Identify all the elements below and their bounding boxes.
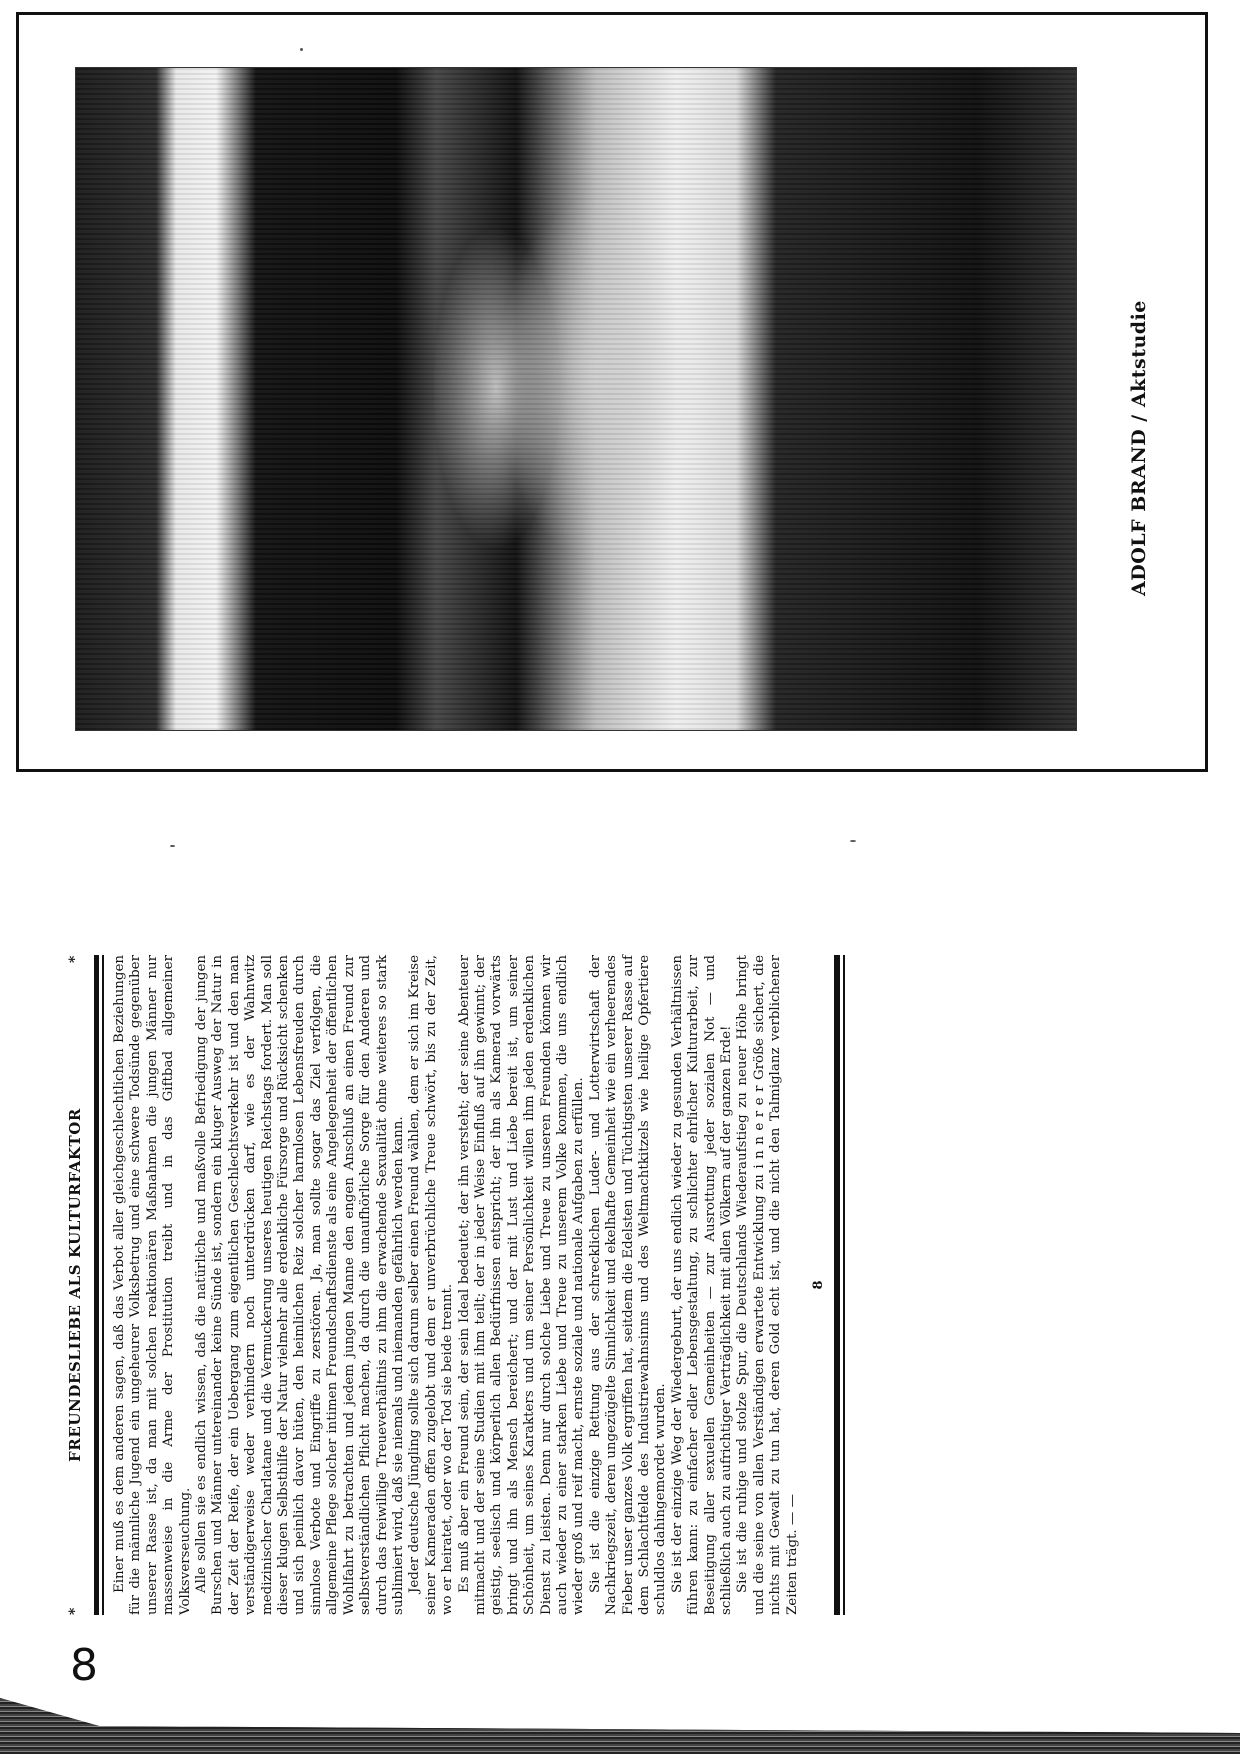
star-ornament-left: *	[67, 1607, 83, 1615]
article-body	[112, 955, 801, 1615]
paragraph: Alle sollen sie es endlich wissen, daß die natürliche und maßvolle Befriedigung der jungen Burschen und Männer untereinander keine Sünde ist, sondern ein kluger Ausweg der Natur in der Zeit der Reife, der ein Uebergang zum eigentlichen Geschlechtsverkehr ist und den man verständigerweise weder verhindern noch unterdrücken darf, wie es der Wahnwitz medizinischer Charlatane und die Vermuckerung unseres heutigen Reichstags fordert. Man soll dieser klugen Selbsthilfe der Natur vielmehr alle erdenkliche Fürsorge und Rücksicht schenken und sich peinlich davor hüten, den heimlichen Reiz solcher harmlosen Lebensfreuden durch sinnlose Verbote und Eingriffe zu zerstören. Ja, man sollte sogar das Ziel verfolgen, die allgemeine Pflege solcher intimen Freundschaftsdienste als eine Angelegenheit der öffentlichen Wohlfahrt zu betrachten und jedem jungen Manne den engen Anschluß an einen Freund zur selbstverständlichen Pflicht machen, da durch die unaufhörliche Sorge für den Anderen und durch das freiwillige Treueverhältnis zu ihm die erwachende Sexualität ohne weiteres so stark sublimiert wird, daß sie niemals und niemanden gefährlich werden kann.	[194, 955, 406, 1615]
scan-speck	[850, 840, 856, 842]
header-rule-thin	[102, 955, 104, 1615]
article	[60, 955, 845, 1615]
scan-speck	[300, 48, 303, 51]
header-rule-thick	[94, 955, 99, 1615]
paragraph: Es muß aber ein Freund sein, der sein Ideal bedeutet; der ihn versteht; der seine Abenteuer mitmacht und der seine Studien mit ihm teilt; der in jeder Weise Einfluß auf ihn gewinnt; der geistig, seelisch und körperlich allen Bedürfnissen entspricht; der ihn als Kamerad vorwärts bringt und ihn als Mensch bereichert; und der mit Lust und Liebe bereit ist, um seiner Schönheit, um seines Karakters und um seiner Persönlichkeit willen ihm jeden erdenklichen Dienst zu leisten. Denn nur durch solche Liebe und Treue zu unseren Freunden können wir auch wieder zu einer starken Liebe und Treue zu unserem Volke kommen, die uns endlich wieder groß und reif macht, ernste soziale und nationale Aufgaben zu erfüllen.	[456, 955, 587, 1615]
photo-caption: ADOLF BRAND / Aktstudie	[1128, 300, 1150, 596]
article-header	[60, 955, 90, 1615]
footer-rule-thick	[834, 955, 840, 1615]
footer-rule-thin	[843, 955, 845, 1615]
star-ornament-right: *	[67, 955, 83, 963]
paragraph: Jeder deutsche Jüngling sollte sich darum selber einen Freund wählen, dem er sich im Kreise seiner Kameraden offen zugelobt und dem er unverbrüchliche Treue schwört, bis zu der Zeit, wo er heiratet, oder wo der Tod sie beide trennt.	[407, 955, 456, 1615]
page-number-large: 8	[70, 1640, 98, 1691]
photo-plate	[16, 12, 1208, 772]
book-page-edge	[0, 1684, 1240, 1754]
paragraph: Sie ist die einzige Rettung aus der schrecklichen Luder- und Lotterwirtschaft der Nachkriegszeit, deren ungezügelte Sinnlichkeit und ekelhafte Gemeinheit wie ein verheerendes Fieber unser ganzes Volk ergriffen hat, seitdem die Edelsten und Tüchtigsten unserer Rasse auf dem Schlachtfelde des Industriewahnsinns und des Weltmachtkitzels wie heilige Opfertiere schuldlos dahingemordet wurden.	[587, 955, 669, 1615]
page-number-inline: 8	[811, 1280, 827, 1290]
photograph	[75, 67, 1077, 731]
paragraph: Einer muß es dem anderen sagen, daß das Verbot aller gleichgeschlechtlichen Beziehungen für die männliche Jugend ein ungeheurer Volksbetrug und eine schwere Todsünde gegenüber unserer Rasse ist, da man mit solchen reaktionären Maßnahmen die jungen Männer nur massenweise in die Arme der Prostitution treibt und in das Giftbad allgemeiner Volksverseuchung.	[112, 955, 193, 1615]
paragraph: Sie ist die ruhige und stolze Spur, die Deutschlands Wiederaufstieg zu neuer Höhe bringt und die seine von allen Verständigen erwartete Entwicklung zu i n n e r e r Größe sichert, die nichts mit Gewalt zu tun hat, deren Gold echt ist, und die nicht den Talmiglanz verblichener Zeiten trägt. — —	[735, 955, 800, 1615]
scan-speck	[170, 845, 175, 847]
article-title: FREUNDESLIEBE ALS KULTURFAKTOR	[66, 1108, 84, 1462]
paragraph: Sie ist der einzige Weg der Wiedergeburt, der uns endlich wieder zu gesunden Verhältnissen führen kann: zu einfacher edler Lebensgestaltung, zu schlichter ehrlicher Kulturarbeit, zur Beseitigung aller sexuellen Gemeinheiten — zur Ausrottung jeder sozialen Not — und schließlich auch zu aufrichtiger Verträglichkeit mit allen Völkern auf der ganzen Erde!	[669, 955, 735, 1615]
